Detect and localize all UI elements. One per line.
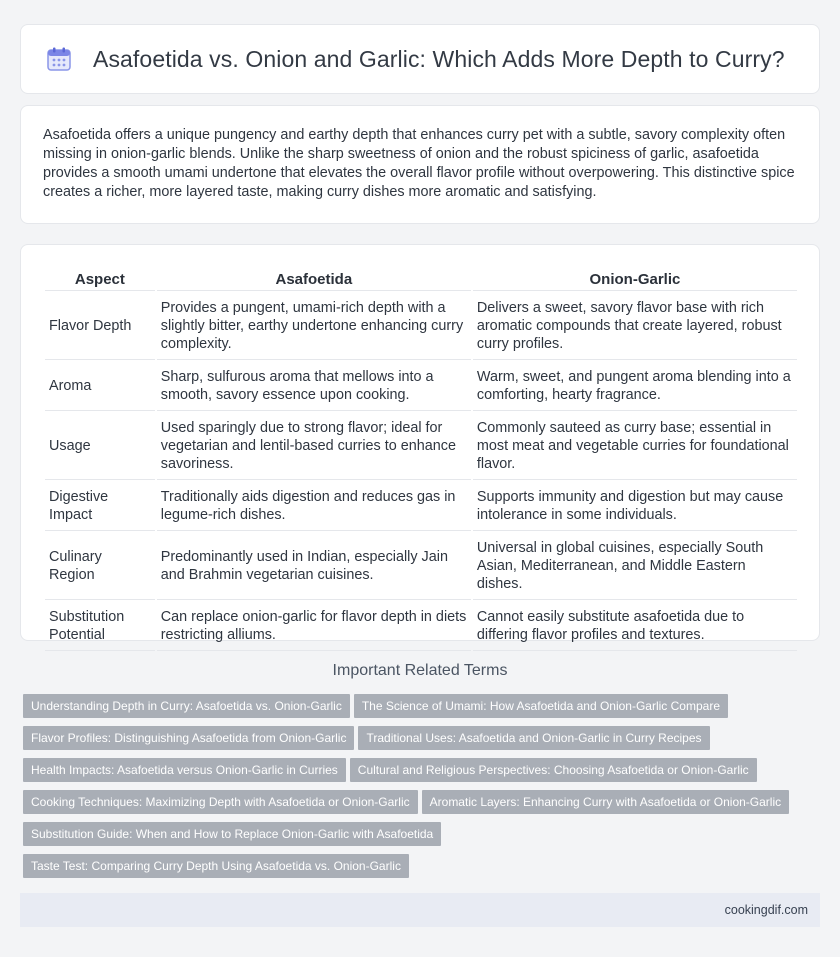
- intro-text: Asafoetida offers a unique pungency and earthy depth that enhances curry pet with a subtle, savory complexity often missing in onion-garlic blends. Unlike the sharp sweetness of onion and the robust spiciness of garlic, asafoetida provides a smooth umami undertone that elevates the overall flavor profile without overpowering. This distinctive spice creates a richer, more layered taste, making curry dishes more aromatic and satisfying.: [43, 127, 795, 200]
- table-row: [45, 293, 797, 360]
- onion-garlic-cell: Universal in global cuisines, especially South Asian, Mediterranean, and Middle Eastern dishes.: [473, 533, 797, 600]
- related-term-tag[interactable]: Taste Test: Comparing Curry Depth Using Asafoetida vs. Onion-Garlic: [23, 854, 409, 878]
- asafoetida-cell: Predominantly used in Indian, especially Jain and Brahmin vegetarian cuisines.: [157, 533, 471, 600]
- onion-garlic-cell: Delivers a sweet, savory flavor base with rich aromatic compounds that create layered, robust curry profiles.: [473, 293, 797, 360]
- header-asafoetida: Asafoetida: [157, 267, 471, 291]
- aspect-cell: Flavor Depth: [45, 293, 155, 360]
- table-row: [45, 413, 797, 480]
- asafoetida-cell: Used sparingly due to strong flavor; ideal for vegetarian and lentil-based curries to enhance savoriness.: [157, 413, 471, 480]
- related-term-tag[interactable]: Understanding Depth in Curry: Asafoetida vs. Onion-Garlic: [23, 694, 350, 718]
- header-onion-garlic: Onion-Garlic: [473, 267, 797, 291]
- page-title: Asafoetida vs. Onion and Garlic: Which Adds More Depth to Curry?: [93, 45, 785, 72]
- aspect-cell: Substitution Potential: [45, 602, 155, 651]
- intro-card: [20, 105, 820, 224]
- related-terms-list: [23, 694, 823, 886]
- onion-garlic-cell: Cannot easily substitute asafoetida due to differing flavor profiles and textures.: [473, 602, 797, 651]
- page-header: [20, 24, 820, 94]
- onion-garlic-cell: Commonly sauteed as curry base; essential in most meat and vegetable curries for foundational flavor.: [473, 413, 797, 480]
- related-term-tag[interactable]: Aromatic Layers: Enhancing Curry with Asafoetida or Onion-Garlic: [422, 790, 790, 814]
- header-aspect: Aspect: [45, 267, 155, 291]
- asafoetida-cell: Provides a pungent, umami-rich depth with a slightly bitter, earthy undertone enhancing curry complexity.: [157, 293, 471, 360]
- comparison-table: [43, 265, 799, 653]
- aspect-cell: Culinary Region: [45, 533, 155, 600]
- asafoetida-cell: Sharp, sulfurous aroma that mellows into a smooth, savory essence upon cooking.: [157, 362, 471, 411]
- related-term-tag[interactable]: Cooking Techniques: Maximizing Depth with Asafoetida or Onion-Garlic: [23, 790, 418, 814]
- calendar-icon: [45, 45, 73, 73]
- aspect-cell: Aroma: [45, 362, 155, 411]
- related-term-tag[interactable]: Substitution Guide: When and How to Replace Onion-Garlic with Asafoetida: [23, 822, 441, 846]
- footer-site-link[interactable]: cookingdif.com: [724, 903, 808, 917]
- table-header-row: [45, 267, 797, 291]
- related-term-tag[interactable]: Health Impacts: Asafoetida versus Onion-Garlic in Curries: [23, 758, 346, 782]
- related-terms-title: Important Related Terms: [332, 662, 508, 679]
- asafoetida-cell: Traditionally aids digestion and reduces gas in legume-rich dishes.: [157, 482, 471, 531]
- table-row: [45, 533, 797, 600]
- page-footer: [20, 893, 820, 927]
- table-row: [45, 482, 797, 531]
- comparison-table-card: [20, 244, 820, 641]
- aspect-cell: Usage: [45, 413, 155, 480]
- related-term-tag[interactable]: The Science of Umami: How Asafoetida and Onion-Garlic Compare: [354, 694, 728, 718]
- related-term-tag[interactable]: Traditional Uses: Asafoetida and Onion-Garlic in Curry Recipes: [358, 726, 709, 750]
- aspect-cell: Digestive Impact: [45, 482, 155, 531]
- table-row: [45, 602, 797, 651]
- related-term-tag[interactable]: Cultural and Religious Perspectives: Choosing Asafoetida or Onion-Garlic: [350, 758, 757, 782]
- table-row: [45, 362, 797, 411]
- related-term-tag[interactable]: Flavor Profiles: Distinguishing Asafoetida from Onion-Garlic: [23, 726, 354, 750]
- asafoetida-cell: Can replace onion-garlic for flavor depth in diets restricting alliums.: [157, 602, 471, 651]
- onion-garlic-cell: Supports immunity and digestion but may cause intolerance in some individuals.: [473, 482, 797, 531]
- onion-garlic-cell: Warm, sweet, and pungent aroma blending into a comforting, hearty fragrance.: [473, 362, 797, 411]
